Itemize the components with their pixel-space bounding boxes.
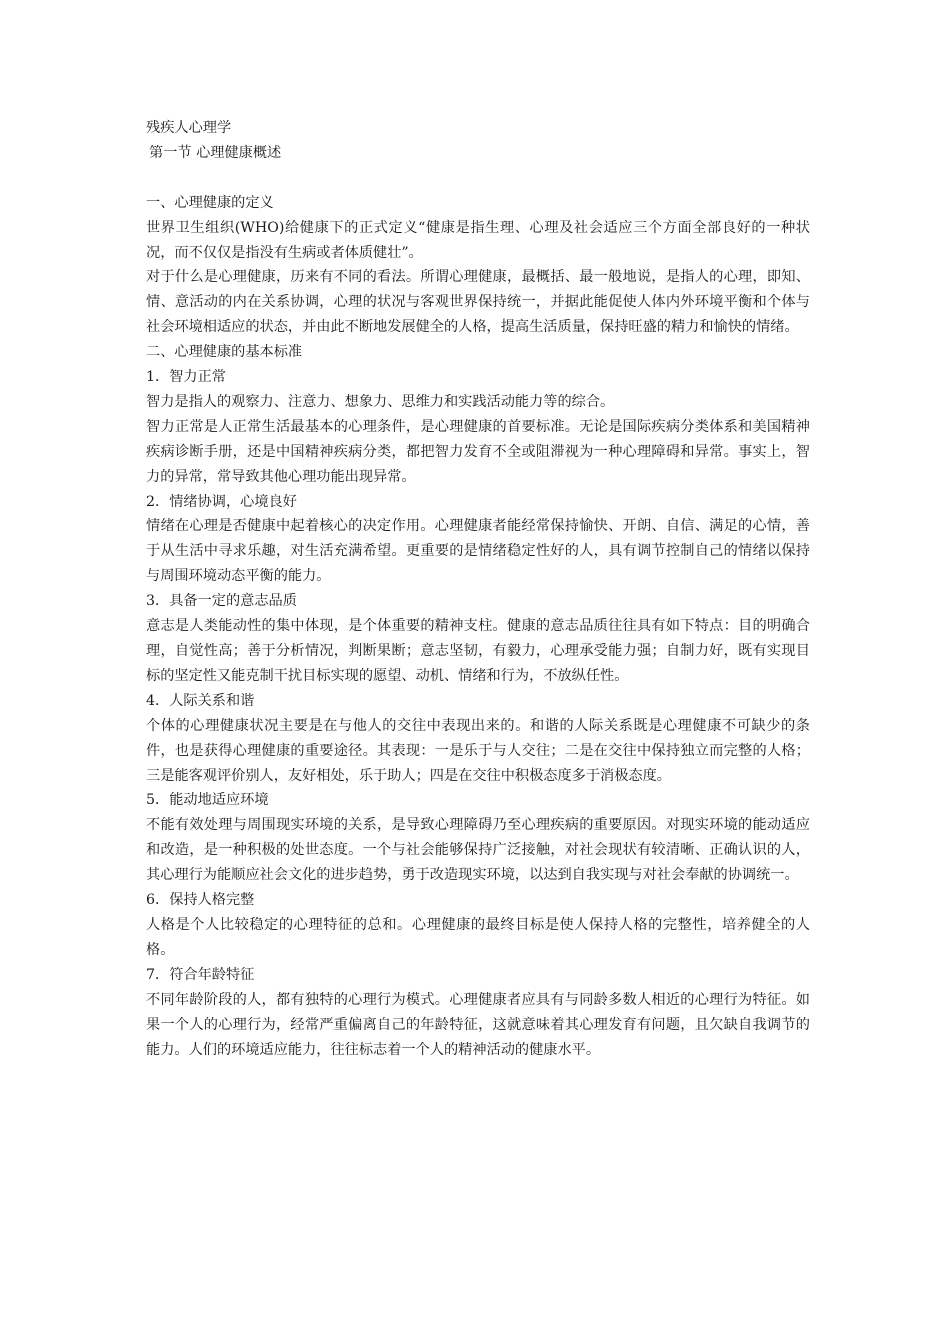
standard-heading: 7．符合年龄特征 <box>146 966 255 983</box>
paragraph: 世界卫生组织(WHO)给健康下的正式定义“健康是指生理、心理及社会适应三个方面全部良好的一种状况，而不仅仅是指没有生病或者体质健壮”。 <box>146 219 810 261</box>
paragraph: 情绪在心理是否健康中起着核心的决定作用。心理健康者能经常保持愉快、开朗、自信、满足的心情，善于从生活中寻求乐趣，对生活充满希望。更重要的是情绪稳定性好的人，具有调节控制自己的情绪以保持与周围环境动态平衡的能力。 <box>146 518 810 585</box>
standard-heading: 2．情绪协调，心境良好 <box>146 493 297 510</box>
standard-heading: 3．具备一定的意志品质 <box>146 593 297 610</box>
standard-heading: 1．智力正常 <box>146 369 226 386</box>
paragraph: 人格是个人比较稳定的心理特征的总和。心理健康的最终目标是使人保持人格的完整性，培养健全的人格。 <box>146 916 810 958</box>
standard-heading: 4．人际关系和谐 <box>146 692 255 709</box>
section-title: 第一节 心理健康概述 <box>149 144 282 161</box>
paragraph: 对于什么是心理健康，历来有不同的看法。所谓心理健康，最概括、最一般地说，是指人的心理，即知、情、意活动的内在关系协调，心理的状况与客观世界保持统一，并据此能促使人体内外环境平衡和个体与社会环境相适应的状态，并由此不断地发展健全的人格，提高生活质量，保持旺盛的精力和愉快的情绪。 <box>146 269 810 336</box>
paragraph: 个体的心理健康状况主要是在与他人的交往中表现出来的。和谐的人际关系既是心理健康不可缺少的条件，也是获得心理健康的重要途径。其表现：一是乐于与人交往；二是在交往中保持独立而完整的人格；三是能客观评价别人，友好相处，乐于助人；四是在交往中积极态度多于消极态度。 <box>146 717 810 784</box>
section1-heading: 一、心理健康的定义 <box>146 194 274 211</box>
document-title: 残疾人心理学 <box>146 120 232 136</box>
document-page <box>146 116 810 1062</box>
section2-heading: 二、心理健康的基本标准 <box>146 344 303 361</box>
paragraph: 智力正常是人正常生活最基本的心理条件，是心理健康的首要标准。无论是国际疾病分类体系和美国精神疾病诊断手册，还是中国精神疾病分类，都把智力发育不全或阻滞视为一种心理障碍和异常。事实上，智力的异常，常导致其他心理功能出现异常。 <box>146 418 810 485</box>
paragraph: 不能有效处理与周围现实环境的关系，是导致心理障碍乃至心理疾病的重要原因。对现实环境的能动适应和改造，是一种积极的处世态度。一个与社会能够保持广泛接触，对社会现状有较清晰、正确认识的人，其心理行为能顺应社会文化的进步趋势，勇于改造现实环境，以达到自我实现与对社会奉献的协调统一。 <box>146 817 810 884</box>
paragraph: 智力是指人的观察力、注意力、想象力、思维力和实践活动能力等的综合。 <box>146 393 615 410</box>
paragraph: 不同年龄阶段的人，都有独特的心理行为模式。心理健康者应具有与同龄多数人相近的心理行为特征。如果一个人的心理行为，经常严重偏离自己的年龄特征，这就意味着其心理发育有问题，且欠缺自我调节的能力。人们的环境适应能力，往往标志着一个人的精神活动的健康水平。 <box>146 991 810 1058</box>
standard-heading: 5．能动地适应环境 <box>146 792 269 809</box>
standard-heading: 6．保持人格完整 <box>146 892 255 909</box>
paragraph: 意志是人类能动性的集中体现，是个体重要的精神支柱。健康的意志品质往往具有如下特点：目的明确合理，自觉性高；善于分析情况，判断果断；意志坚韧，有毅力，心理承受能力强；自制力好，既有实现目标的坚定性又能克制干扰目标实现的愿望、动机、情绪和行为，不放纵任性。 <box>146 618 810 684</box>
blank-line <box>146 166 810 191</box>
